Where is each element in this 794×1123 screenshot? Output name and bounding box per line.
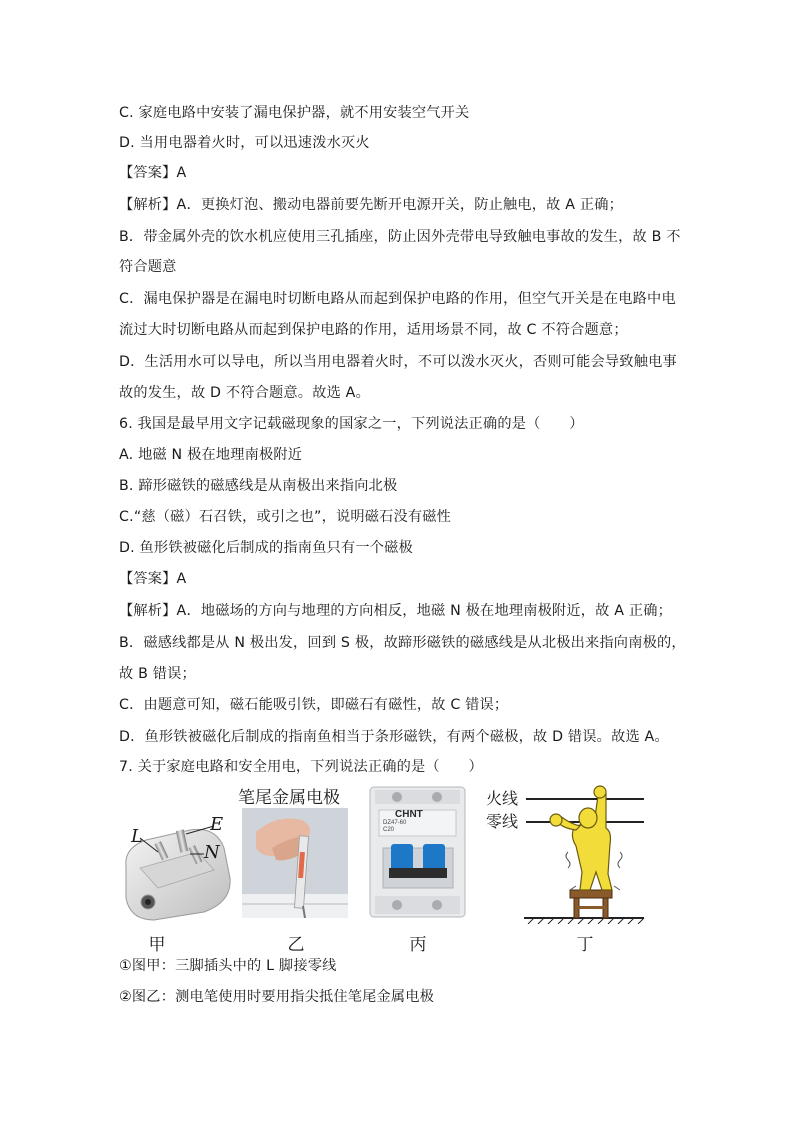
question-7: 7. 关于家庭电路和安全用电，下列说法正确的是（ ） (119, 759, 483, 775)
plug-label-e: E (210, 814, 224, 835)
text-line: C．由题意可知，磁石能吸引铁，即磁石有磁性，故 C 错误； (119, 697, 509, 713)
switch-model: DZ47-60 (383, 820, 407, 826)
text-line: D．鱼形铁被磁化后制成的指南鱼相当于条形磁铁，有两个磁极，故 D 错误。故选 A。 (119, 729, 669, 745)
text-line: 流过大时切断电路从而起到保护电路的作用，适用场景不同，故 C 不符合题意； (119, 322, 628, 338)
option-d: D. 鱼形铁被磁化后制成的指南鱼只有一个磁极 (119, 540, 413, 556)
caption-yi: 乙 (287, 935, 305, 955)
analysis-line: 【解析】A．更换灯泡、搬动电器前要先断开电源开关，防止触电，故 A 正确； (119, 197, 624, 213)
analysis-line: 【解析】A．地磁场的方向与地理的方向相反，地磁 N 极在地理南极附近，故 A 正确； (119, 603, 673, 619)
option-c: C.“慈（磁）石召铁，或引之也”，说明磁石没有磁性 (119, 509, 452, 525)
statement-2: ②图乙：测电笔使用时要用指尖抵住笔尾金属电极 (119, 989, 435, 1005)
text-line: 故 B 错误； (119, 666, 196, 682)
text-line: 符合题意 (119, 259, 177, 275)
text-line: C. 家庭电路中安装了漏电保护器，就不用安装空气开关 (119, 105, 470, 121)
figure-jia-plug (118, 808, 236, 923)
option-b: B. 蹄形磁铁的磁感线是从南极出来指向北极 (119, 478, 398, 494)
question-6: 6. 我国是最早用文字记载磁现象的国家之一，下列说法正确的是（ ） (119, 416, 584, 432)
figure-ding-electric-shock (484, 782, 654, 924)
test-pen-title: 笔尾金属电极 (238, 788, 340, 808)
text-line: B．带金属外壳的饮水机应使用三孔插座，防止因外壳带电导致触电事故的发生，故 B 不 (119, 229, 681, 245)
caption-jia: 甲 (148, 935, 166, 955)
statement-1: ①图甲：三脚插头中的 L 脚接零线 (119, 958, 337, 974)
plug-label-n: N (204, 842, 220, 863)
air-switch-photo (369, 786, 466, 918)
caption-ding: 丁 (576, 935, 594, 955)
neutral-wire-label: 零线 (486, 812, 519, 831)
text-line: D. 当用电器着火时，可以迅速泼水灭火 (119, 135, 370, 151)
text-line: D．生活用水可以导电，所以当用电器着火时，不可以泼水灭火，否则可能会导致触电事 (119, 354, 677, 370)
switch-brand: CHNT (395, 809, 423, 820)
option-a: A. 地磁 N 极在地理南极附近 (119, 447, 303, 463)
caption-bing: 丙 (409, 935, 427, 955)
test-pen-photo (242, 808, 348, 918)
live-wire-label: 火线 (486, 789, 519, 808)
answer-line: 【答案】A (119, 165, 187, 181)
answer-line: 【答案】A (119, 571, 187, 587)
switch-rating: C20 (383, 827, 395, 833)
text-line: C．漏电保护器是在漏电时切断电路从而起到保护电路的作用，但空气开关是在电路中电 (119, 291, 676, 307)
text-line: B．磁感线都是从 N 极出发，回到 S 极，故蹄形磁铁的磁感线是从北极出来指向南极的， (119, 635, 686, 651)
figure-bing-air-switch (369, 786, 466, 918)
text-line: 故的发生，故 D 不符合题意。故选 A。 (119, 385, 370, 401)
plug-label-l: L (131, 826, 143, 847)
figure-yi-test-pen (242, 808, 348, 918)
